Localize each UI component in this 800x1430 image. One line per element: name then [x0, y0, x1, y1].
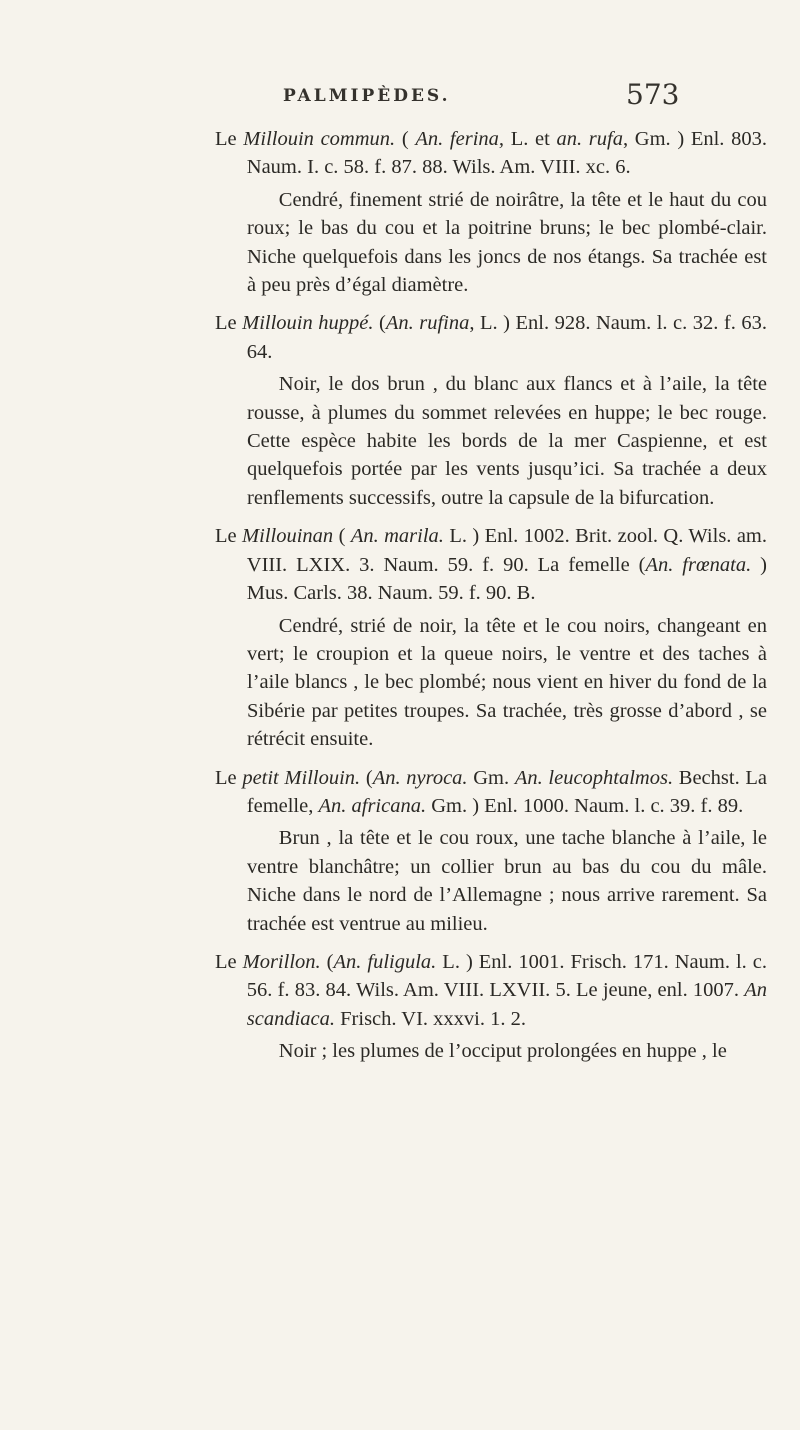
article: Le — [215, 312, 243, 335]
species-description: Brun , la tête et le cou roux, une tache blanche à l’aile, le ventre blanchâtre; un collier brun au bas du cou du mâle. Niche dans le nord de l’Allemagne ; nous arrive rarement. Sa trachée est ventrue au milieu. — [247, 827, 767, 935]
article: Le — [215, 950, 243, 973]
species-entry-millouin-commun — [215, 125, 767, 182]
reference-text: ) Mus. Carls. 38. Naum. 59. f. 90. B. — [246, 553, 768, 605]
latin-synonym: An. frœnata. — [645, 553, 752, 576]
reference-text: Frisch. VI. xxxvi. 1. 2. — [335, 1007, 526, 1030]
species-name: Morillon. — [242, 950, 321, 973]
paren: ( — [320, 950, 334, 973]
article: Le — [215, 128, 244, 150]
latin-synonym: An. africana. — [318, 794, 427, 817]
running-title: PALMIPÈDES. — [283, 86, 451, 106]
latin-synonym: An. rufina — [385, 312, 470, 335]
article: Le — [215, 766, 243, 789]
page-header — [0, 78, 800, 118]
latin-synonym: An. nyroca. — [372, 766, 468, 789]
species-entry-petit-millouin — [215, 764, 767, 821]
species-name: Millouinan — [242, 525, 334, 548]
latin-synonym: An. ferina, — [415, 128, 505, 150]
reference-text: , L. ) Enl. 928. Naum. l. c. 32. f. 63. 64. — [246, 312, 767, 363]
species-description: Cendré, finement strié de noirâtre, la tête et le haut du cou roux; le bas du cou et la poitrine bruns; le bec plombé-clair. Niche quelquefois dans les joncs de nos étangs. Sa trachée est à peu près d’égal diamètre. — [247, 188, 767, 297]
species-name: Millouin huppé. — [242, 312, 374, 335]
species-name: Millouin commun. — [243, 128, 396, 150]
latin-synonym: an. rufa — [556, 128, 623, 150]
species-entry-millouinan — [215, 522, 767, 607]
latin-synonym: An scandiaca. — [246, 979, 767, 1030]
reference-text: L. ) Enl. 1002. Brit. zool. Q. Wils. am. VIII. LXIX. 3. Naum. 59. f. 90. La femelle ( — [246, 525, 767, 576]
species-description: Cendré, strié de noir, la tête et le cou noirs, changeant en vert; le croupion et la queue noirs, le ventre et des taches à l’aile blancs , le bec plombé; nous vient en hiver du fond de la Sibérie par petites troupes. Sa trachée, très grosse d’abord , se rétrécit ensuite. — [247, 614, 767, 751]
species-entry-morillon — [215, 948, 767, 1033]
reference-text: Gm. ) Enl. 1000. Naum. l. c. 39. f. 89. — [426, 794, 744, 817]
reference-text: L. ) Enl. 1001. Frisch. 171. Naum. l. c. 56. f. 83. 84. Wils. Am. VIII. LXVII. 5. Le jeune, enl. 1007. — [246, 950, 767, 1002]
paren: ( — [373, 312, 386, 335]
latin-synonym: An. leucophtalmos. — [514, 766, 674, 789]
paren: ( — [395, 128, 416, 150]
reference-text: Gm. — [467, 766, 515, 789]
species-description: Noir, le dos brun , du blanc aux flancs et à l’aile, la tête rousse, à plumes du sommet relevées en huppe; le bec rouge. Cette espèce habite les bords de la mer Caspienne, et est quelquefois portée par les vents jusqu’ici. Sa trachée a deux renflements successifs, outre la capsule de la bifurcation. — [247, 373, 767, 509]
species-entry-millouin-huppe — [215, 309, 767, 366]
paren: ( — [360, 766, 373, 789]
latin-synonym: An. marila. — [350, 525, 444, 548]
species-description: Noir ; les plumes de l’occiput prolongées en huppe , le — [278, 1040, 727, 1063]
page-number: 573 — [626, 78, 680, 111]
article: Le — [215, 525, 243, 548]
latin-synonym: An. fuligula. — [333, 950, 437, 973]
reference-text: Bechst. La femelle, — [246, 766, 768, 817]
reference-text: L. et — [504, 128, 557, 150]
paren: ( — [333, 525, 351, 548]
body-text — [215, 125, 768, 1066]
species-name: petit Millouin. — [242, 766, 361, 789]
reference-text: , Gm. ) Enl. 803. Naum. I. c. 58. f. 87. 88. Wils. Am. VIII. xc. 6. — [246, 128, 767, 179]
